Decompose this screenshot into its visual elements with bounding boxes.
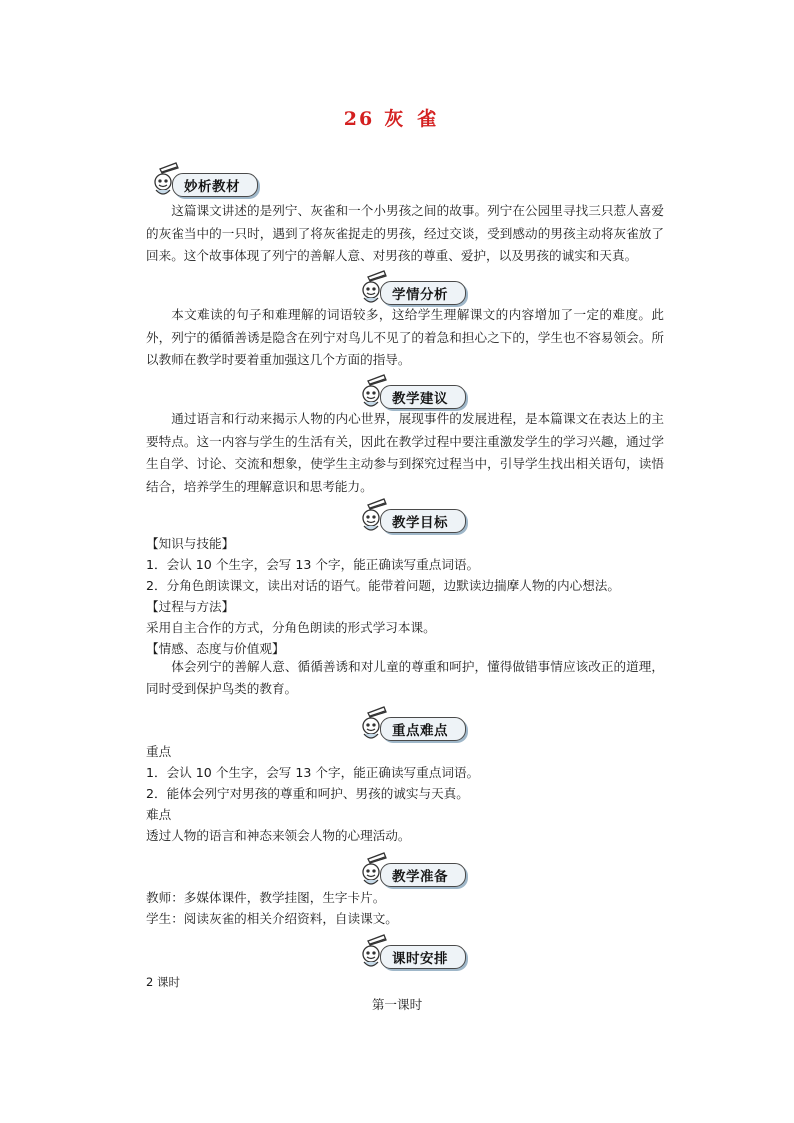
emotion-heading: 【情感、态度与价值观】 xyxy=(146,641,285,656)
section-header-suggestion xyxy=(354,372,474,412)
section-header-learning xyxy=(354,268,474,308)
suggestion-paragraph: 通过语言和行动来揭示人物的内心世界，展现事件的发展进程，是本篇课文在表达上的主要特点。这一内容与学生的生活有关，因此在教学过程中要注重激发学生的学习兴趣，通过学生自学、讨论、交流和想象，使学生主动参与到探究过程当中，引导学生找出相关语句，读悟结合，培养学生的理解意识和思考能力。 xyxy=(146,411,664,494)
analysis-paragraph: 这篇课文讲述的是列宁、灰雀和一个小男孩之间的故事。列宁在公园里寻找三只惹人喜爱的灰雀当中的一只时，遇到了将灰雀捉走的男孩，经过交谈，受到感动的男孩主动将灰雀放了回来。这个故事体现了列宁的善解人意、对男孩的尊重、爱护，以及男孩的诚实和天真。 xyxy=(146,203,664,263)
process-item: 采用自主合作的方式，分角色朗读的形式学习本课。 xyxy=(146,620,436,635)
learning-paragraph: 本文难读的句子和难理解的词语较多，这给学生理解课文的内容增加了一定的难度。此外，列宁的循循善诱是隐含在列宁对鸟儿不见了的着急和担心之下的，学生也不容易领会。所以教师在教学时要着重加强这几个方面的指导。 xyxy=(146,307,664,367)
section-label: 课时安排 xyxy=(392,951,448,967)
lesson-number: 26 xyxy=(343,108,375,130)
section-header-key-points xyxy=(354,704,474,744)
section-label: 教学建议 xyxy=(392,391,448,407)
section-header-goals xyxy=(354,496,474,536)
difficulty-item: 透过人物的语言和神态来领会人物的心理活动。 xyxy=(146,828,411,843)
section-label: 学情分析 xyxy=(392,287,448,303)
section-label: 教学准备 xyxy=(392,869,448,885)
teacher-prep: 教师：多媒体课件，教学挂图，生字卡片。 xyxy=(146,890,386,905)
section-label: 妙析教材 xyxy=(184,179,240,195)
knowledge-item: 1．会认 10 个生字，会写 13 个字，能正确读写重点词语。 xyxy=(146,557,480,572)
section-header-preparation xyxy=(354,850,474,890)
process-heading: 【过程与方法】 xyxy=(146,599,235,614)
first-lesson-heading: 第一课时 xyxy=(371,997,423,1012)
emotion-paragraph: 体会列宁的善解人意、循循善诱和对儿童的尊重和呵护，懂得做错事情应该改正的道理，同时受到保护鸟类的教育。 xyxy=(146,659,664,696)
section-header-schedule xyxy=(354,932,474,972)
section-label: 教学目标 xyxy=(392,515,448,531)
student-prep: 学生：阅读灰雀的相关介绍资料，自读课文。 xyxy=(146,911,398,926)
section-label: 重点难点 xyxy=(392,723,448,739)
lesson-count: 2 课时 xyxy=(146,975,180,989)
key-item: 1．会认 10 个生字，会写 13 个字，能正确读写重点词语。 xyxy=(146,765,480,780)
key-item: 2．能体会列宁对男孩的尊重和呵护、男孩的诚实与天真。 xyxy=(146,786,469,801)
difficulty-heading: 难点 xyxy=(146,807,172,822)
key-heading: 重点 xyxy=(146,744,172,759)
knowledge-heading: 【知识与技能】 xyxy=(146,536,235,551)
lesson-title: 灰雀 xyxy=(384,108,451,130)
section-header-analysis xyxy=(146,160,266,200)
knowledge-item: 2．分角色朗读课文，读出对话的语气。能带着问题，边默读边揣摩人物的内心想法。 xyxy=(146,578,620,593)
page-title xyxy=(0,104,794,131)
